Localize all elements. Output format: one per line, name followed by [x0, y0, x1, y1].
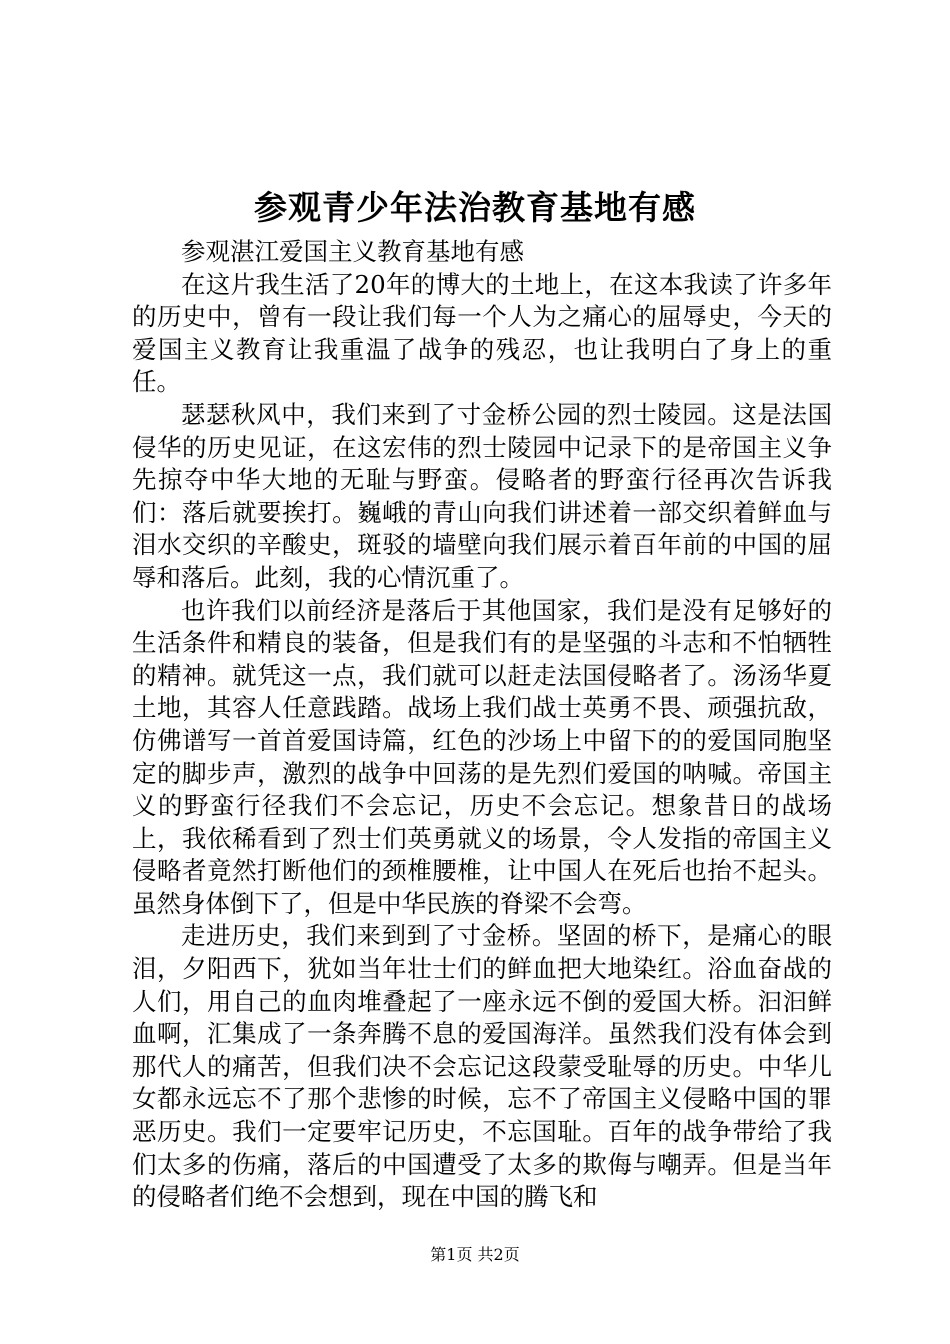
page-number-footer: 第1页 共2页: [430, 1245, 520, 1264]
paragraph: 在这片我生活了20年的博大的土地上，在这本我读了许多年的历史中，曾有一段让我们每一个人为之痛心的屈辱史，今天的爱国主义教育让我重温了战争的残忍，也让我明白了身上的重任。: [132, 269, 832, 397]
document-title: 参观青少年法治教育基地有感: [254, 188, 696, 227]
paragraph: 也许我们以前经济是落后于其他国家，我们是没有足够好的生活条件和精良的装备，但是我们有的是坚强的斗志和不怕牺牲的精神。就凭这一点，我们就可以赶走法国侵略者了。汤汤华夏土地，其容人任意践踏。战场上我们战士英勇不畏、顽强抗敌，仿佛谱写一首首爱国诗篇，红色的沙场上中留下的的爱国同胞坚定的脚步声，激烈的战争中回荡的是先烈们爱国的呐喊。帝国主义的野蛮行径我们不会忘记，历史不会忘记。想象昔日的战场上，我依稀看到了烈士们英勇就义的场景，令人发指的帝国主义侵略者竟然打断他们的颈椎腰椎，让中国人在死后也抬不起头。虽然身体倒下了，但是中华民族的脊梁不会弯。: [132, 595, 832, 918]
document-body: [132, 236, 832, 1214]
paragraph: 走进历史，我们来到到了寸金桥。坚固的桥下，是痛心的眼泪，夕阳西下，犹如当年壮士们的鲜血把大地染红。浴血奋战的人们，用自己的血肉堆叠起了一座永远不倒的爱国大桥。汩汩鲜血啊，汇集成了一条奔腾不息的爱国海洋。虽然我们没有体会到那代人的痛苦，但我们决不会忘记这段蒙受耻辱的历史。中华儿女都永远忘不了那个悲惨的时候，忘不了帝国主义侵略中国的罪恶历史。我们一定要牢记历史，不忘国耻。百年的战争带给了我们太多的伤痛，落后的中国遭受了太多的欺侮与嘲弄。但是当年的侵略者们绝不会想到，现在中国的腾飞和: [132, 921, 832, 1212]
paragraph: 瑟瑟秋风中，我们来到了寸金桥公园的烈士陵园。这是法国侵华的历史见证，在这宏伟的烈士陵园中记录下的是帝国主义争先掠夺中华大地的无耻与野蛮。侵略者的野蛮行径再次告诉我们：落后就要挨打。巍峨的青山向我们讲述着一部交织着鲜血与泪水交织的辛酸史，斑驳的墙壁向我们展示着百年前的中国的屈辱和落后。此刻，我的心情沉重了。: [132, 399, 832, 592]
paragraph-subtitle: 参观湛江爱国主义教育基地有感: [181, 237, 524, 266]
